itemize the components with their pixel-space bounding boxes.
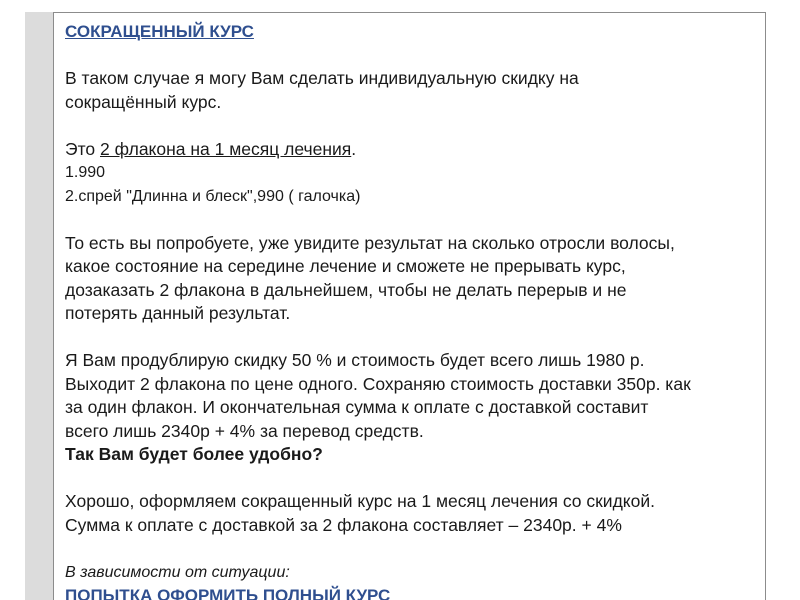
course-underlined: 2 флакона на 1 месяц лечения (100, 138, 352, 159)
discount-line-3: за один флакон. И окончательная сумма к оплате с доставкой составит (65, 397, 649, 417)
confirm-line-2: Сумма к оплате с доставкой за 2 флакона составляет – 2340р. + 4% (65, 514, 622, 535)
script-text-block (65, 20, 757, 600)
course-suffix: . (351, 138, 357, 159)
discount-line-4: всего лишь 2340р + 4% за перевод средств. (65, 420, 424, 441)
explain-line-4: потерять данный результат. (65, 303, 291, 323)
spacer (65, 208, 757, 232)
spacer (65, 114, 757, 138)
next-section-heading: ПОПЫТКА ОФОРМИТЬ ПОЛНЫЙ КУРС (65, 586, 391, 600)
explain-line-2: какое состояние на середине лечение и сможете не прерывать курс, (65, 256, 626, 276)
confirm-line-1: Хорошо, оформляем сокращенный курс на 1 месяц лечения со скидкой. (65, 491, 656, 511)
spacer (65, 537, 757, 561)
offer-line-2: сокращённый курс. (65, 91, 222, 112)
course-item-1: 1.990 (65, 164, 106, 181)
explain-line-3: дозаказать 2 флакона в дальнейшем, чтобы не делать перерыв и не (65, 279, 627, 300)
left-column-strip (25, 12, 54, 600)
discount-line-1: Я Вам продублирую скидку 50 % и стоимость будет всего лишь 1980 р. (65, 350, 645, 370)
section-heading: СОКРАЩЕННЫЙ КУРС (65, 22, 254, 41)
spacer (65, 44, 757, 68)
course-prefix: Это (65, 138, 100, 159)
offer-line-1: В таком случае я могу Вам сделать индивидуальную скидку на (65, 68, 579, 88)
discount-line-2: Выходит 2 флакона по цене одного. Сохраняю стоимость доставки 350р. как (65, 373, 691, 394)
convenience-question: Так Вам будет более удобно? (65, 444, 323, 464)
explain-line-1: То есть вы попробуете, уже увидите результат на сколько отросли волосы, (65, 232, 675, 253)
spacer (65, 467, 757, 491)
course-item-2: 2.спрей "Длинна и блеск",990 ( галочка) (65, 187, 361, 205)
spacer (65, 326, 757, 350)
course-line (65, 138, 757, 162)
situation-note: В зависимости от ситуации: (65, 563, 290, 581)
